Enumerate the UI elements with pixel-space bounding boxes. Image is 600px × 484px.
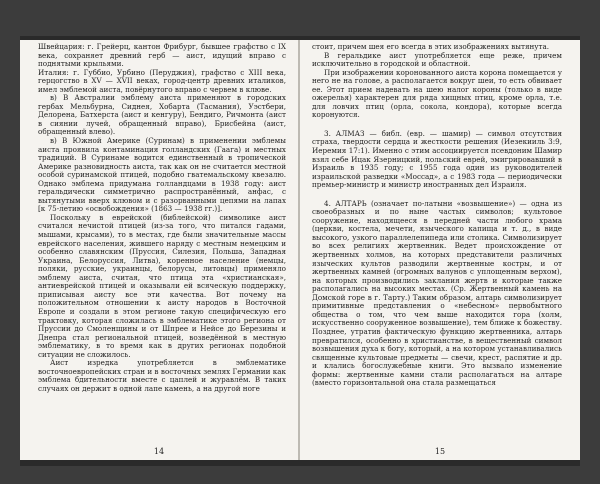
left-page [20,40,298,460]
page-number: 15 [434,447,446,456]
paragraph: стоит, причем шея его всегда в этих изображениях вытянута. [312,42,550,51]
paragraph: Аист изредка употребляется в эмблематике восточноевропейских стран и в восточных землях Германии как эмблема бдительности вместе с цаплей и журавлём. В таких случаях он держит в одной лапе камень, а на другой ноге [38,358,286,393]
paragraph: В геральдике аист употребляется еще реже, причем исключительно в городской и областной. [312,50,562,69]
page-number: 14 [153,447,165,456]
paragraph: в) В Австралии эмблему аиста применяют в городских гербах Мельбурна, Сиднея, Хобарта (Тасмания), Уэстбери, Делорена, Батхерста (аист и кенгуру), Бендиго, Ричмонта (аист в сиянии лучей, обращенный вправо), Брисбейна (аист, обращенный влево). [38,93,286,137]
entry-almaz: 3. АЛМАЗ — библ. (евр. — шамир) — символ отсутствия страха, твердости сердца и жесткости решения (Иезекииль 3:9, Иеремия 17:1). Именно с этим ассоциируется псевдоним Шамир взял себе Ицак Язерницкий, польский еврей, эмигрировавший в Израиль в 1935 году; с 1955 года один из руководителей израильской разведки «Моссад», а с 1983 года — периодически премьер-министр и министр иностранных дел Израиля. [312,128,562,190]
right-page [300,40,580,460]
left-page-text [38,43,286,393]
right-page-text [312,43,562,388]
paragraph: в) В Южной Америке (Суринам) в применении эмблемы аиста проявила контаминация голландских (Гаага) и местных традиций. В Суринаме водится единственный в тропической Америке разновидность аиста, так как он не считается местной особой суринамской птицей, подобно гватемальскому квезалю. Однако эмблема придумана голландцами в 1938 году: аист геральдически симметрично распространённый, анфас, с вытянутыми вверх клювом и с разорванными цепями на лапах [к 75-летию «освобождения» (1863 — 1938 гг.)]. [38,136,286,214]
paragraph: Италия: г. Губбио, Урбино (Перуджия), графство с XIII века, герцогство в XV — XVII веках, город-центр древних италиков, имел эмблемой аиста, повёрнутого вправо с червем в клюве. [38,67,286,94]
paragraph: При изображении коронованного аиста корона помещается у него не на голове, а располагается вокруг шеи, то есть обвивает ее. Этот прием надевать на шею налог короны (только в виде ожерелья) характерен для ряда хищных птиц, кроме орла, т.е. для ловчих птиц (орла, сокола, кондора), которые всегда коронуются. [312,67,562,120]
paragraph: Поскольку в еврейской (библейской) символике аист считался нечистой птицей (из-за того, что питался гадами, мышами, крысами), то в местах, где были значительные массы еврейского населения, жившего наряду с местным немецким и особенно славянским (Пруссия, Силезия, Польша, Западная Украина, Белоруссия, Литва), коренное население (немцы, поляки, русские, украинцы, белорусы, литовцы) применяло эмблему аиста, считая, что птица эта «христианская», антиеврейской птицей и оказывали ей всяческую поддержку, приписывая аисту все эти качества. Вот почему на положительном отношении к аисту народов в Восточной Европе и создали в этом регионе такую специфическую его трактовку, которая сложилась в эмблематике этого региона от Пруссии до Смоленщины и от Шпрее и Нейсе до Березины и Днепра стал региональной птицей, возведённой в местную эмблематику, в то время как в других регионах подобной ситуации не сложилось. [38,212,286,359]
entry-altar: 4. АЛТАРЬ (означает по-латыни «возвышение») — одна из своеобразных и по ныне частых символов; культовое сооружение, находящееся в передней части любого храма (церкви, костела, мечети, языческого капища и т. д., в виде высокого, узкого параллелепипеда или столика. Символизирует во всех религиях жертвенник. Ведет происхождение от жертвенных холмов, на которых представители различных языческих культов разводили жертвенные костры, и от жертвенных камней (огромных валунов с уплощенным верхом), на которых производились заклания жертв и которые также располагались на высоких местах. (Ср. Жертвенный камень на Домской горе в г. Тарту.) Таким образом, алтарь символизирует примитивные представления о «небесном» первобытного общества о том, что чем выше находится гора (холм, искусственно сооруженное возвышение), тем ближе к божеству. Позднее, утратив фактическую функцию жертвенника, алтарь превратился, особенно в христианстве, в вещественный символ возвышения духа к богу, который, а на котором устанавливались священные культовые предметы — свечи, крест, распятие и др. и клались богослужебные книги. Это вызвало изменение формы: жертвенные камни стали располагаться на алтаре (вместо горизонтальной она стала размещаться [312,198,562,388]
paragraph: Швейцария: г. Грейерц, кантон Фрибург, бывшее графство с IX века, сохраняет древний герб — аист, идущий вправо с поднятыми крыльями. [38,42,286,69]
book-edge-bottom [20,460,580,466]
